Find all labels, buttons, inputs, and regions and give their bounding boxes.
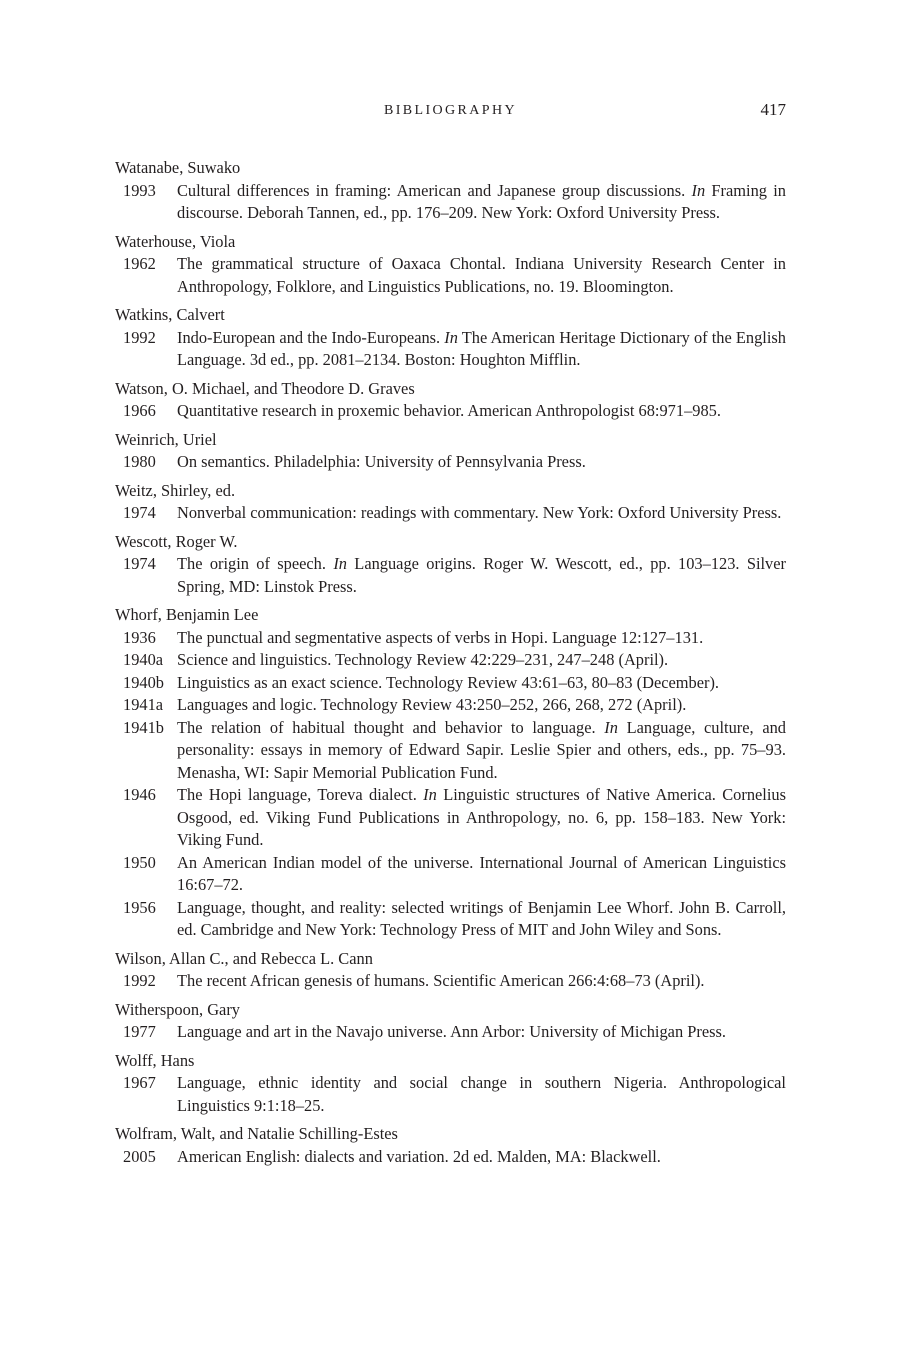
work-citation: Language, thought, and reality: selected writings of Benjamin Lee Whorf. John B. Carroll, ed. Cambridge and New York: Technology Press of MIT and John Wiley and Sons. — [177, 897, 786, 939]
entry-work — [115, 253, 786, 298]
work-year: 1962 — [123, 254, 156, 273]
entry-work — [115, 553, 786, 598]
entry-work — [115, 1072, 786, 1117]
work-year: 1977 — [123, 1022, 156, 1041]
work-citation: Indo-European and the Indo-Europeans. In The American Heritage Dictionary of the English Language. 3d ed., pp. 2081–2134. Boston: Houghton Mifflin. — [177, 327, 786, 369]
work-citation: Languages and logic. Technology Review 43:250–252, 266, 268, 272 (April). — [177, 695, 687, 714]
running-head — [115, 100, 786, 124]
work-year: 1993 — [123, 180, 156, 200]
work-citation: The Hopi language, Toreva dialect. In Linguistic structures of Native America. Cornelius Osgood, ed. Viking Fund Publications in Anthropology, no. 6, pp. 158–183. New York: Viking Fund. — [177, 785, 786, 849]
bibliography-entry — [115, 231, 786, 299]
entry-work — [115, 502, 786, 525]
page-number: 417 — [760, 100, 786, 119]
work-citation: Linguistics as an exact science. Technology Review 43:61–63, 80–83 (December). — [177, 672, 720, 692]
work-year: 1974 — [123, 554, 156, 573]
entry-author: Wescott, Roger W. — [115, 531, 238, 551]
entry-work — [115, 852, 786, 897]
work-citation: The punctual and segmentative aspects of verbs in Hopi. Language 12:127–131. — [177, 627, 704, 647]
entry-work — [115, 180, 786, 225]
work-citation: Science and linguistics. Technology Review 42:229–231, 247–248 (April). — [177, 650, 669, 669]
work-year: 1974 — [123, 503, 156, 522]
entry-work — [115, 451, 786, 474]
bibliography-entry — [115, 999, 786, 1044]
work-year: 1941a — [123, 695, 164, 714]
work-citation: Cultural differences in framing: American and Japanese group discussions. In Framing in discourse. Deborah Tannen, ed., pp. 176–209. New York: Oxford University Press. — [177, 180, 786, 222]
bibliography-entry — [115, 304, 786, 372]
work-year: 1936 — [123, 627, 156, 647]
work-citation: Nonverbal communication: readings with commentary. New York: Oxford University Press. — [177, 503, 782, 522]
work-year: 1950 — [123, 852, 156, 872]
bibliography-list — [115, 157, 786, 1174]
work-citation: The grammatical structure of Oaxaca Chontal. Indiana University Research Center in Anthropology, Folklore, and Linguistics Publications, no. 19. Bloomington. — [177, 254, 786, 296]
entry-author: Wolff, Hans — [115, 1050, 195, 1070]
entry-work — [115, 627, 786, 650]
work-citation: American English: dialects and variation. 2d ed. Malden, MA: Blackwell. — [177, 1146, 661, 1166]
entry-work — [115, 400, 786, 423]
work-year: 1992 — [123, 327, 156, 347]
entry-work — [115, 649, 786, 672]
work-year: 1992 — [123, 971, 156, 990]
bibliography-entry — [115, 604, 786, 942]
work-year: 2005 — [123, 1146, 156, 1166]
work-year: 1956 — [123, 897, 156, 917]
entry-work — [115, 1021, 786, 1044]
bibliography-entry — [115, 1123, 786, 1168]
bibliography-entry — [115, 1050, 786, 1118]
entry-author: Watkins, Calvert — [115, 305, 225, 324]
entry-author: Whorf, Benjamin Lee — [115, 605, 259, 624]
work-citation: The relation of habitual thought and behavior to language. In Language, culture, and personality: essays in memory of Edward Sapir. Leslie Spier and others, eds., pp. 75–93. Menasha, WI: Sapir Memorial Publication Fund. — [177, 717, 786, 782]
work-year: 1940b — [123, 672, 164, 692]
bibliography-entry — [115, 948, 786, 993]
entry-author: Wolfram, Walt, and Natalie Schilling-Estes — [115, 1124, 398, 1143]
work-citation: On semantics. Philadelphia: University of Pennsylvania Press. — [177, 452, 586, 471]
work-citation: The origin of speech. In Language origins. Roger W. Wescott, ed., pp. 103–123. Silver Spring, MD: Linstok Press. — [177, 554, 786, 596]
entry-author: Waterhouse, Viola — [115, 231, 236, 251]
work-citation: The recent African genesis of humans. Scientific American 266:4:68–73 (April). — [177, 971, 705, 990]
entry-author: Weinrich, Uriel — [115, 429, 217, 449]
entry-work — [115, 694, 786, 717]
running-title: BIBLIOGRAPHY — [383, 103, 518, 118]
entry-author: Watson, O. Michael, and Theodore D. Graves — [115, 378, 415, 398]
work-year: 1980 — [123, 452, 156, 471]
entry-work — [115, 327, 786, 372]
work-citation: Language and art in the Navajo universe. Ann Arbor: University of Michigan Press. — [177, 1022, 726, 1041]
bibliography-entry — [115, 429, 786, 474]
entry-work — [115, 970, 786, 993]
work-year: 1940a — [123, 650, 164, 669]
bibliography-entry — [115, 157, 786, 225]
work-year: 1946 — [123, 785, 156, 804]
entry-work — [115, 717, 786, 785]
work-citation: Quantitative research in proxemic behavior. American Anthropologist 68:971–985. — [177, 401, 721, 420]
work-citation: An American Indian model of the universe. International Journal of American Linguistics 16:67–72. — [177, 852, 786, 894]
work-year: 1941b — [123, 717, 164, 737]
entry-author: Weitz, Shirley, ed. — [115, 480, 236, 500]
entry-work — [115, 897, 786, 942]
entry-author: Witherspoon, Gary — [115, 999, 240, 1019]
work-citation: Language, ethnic identity and social change in southern Nigeria. Anthropological Linguistics 9:1:18–25. — [177, 1073, 786, 1115]
bibliography-entry — [115, 480, 786, 525]
bibliography-entry — [115, 378, 786, 423]
work-year: 1966 — [123, 401, 156, 420]
bibliography-entry — [115, 531, 786, 599]
entry-work — [115, 784, 786, 852]
entry-work — [115, 1146, 786, 1169]
entry-author: Wilson, Allan C., and Rebecca L. Cann — [115, 948, 373, 968]
entry-work — [115, 672, 786, 695]
work-year: 1967 — [123, 1073, 156, 1092]
entry-author: Watanabe, Suwako — [115, 158, 241, 177]
